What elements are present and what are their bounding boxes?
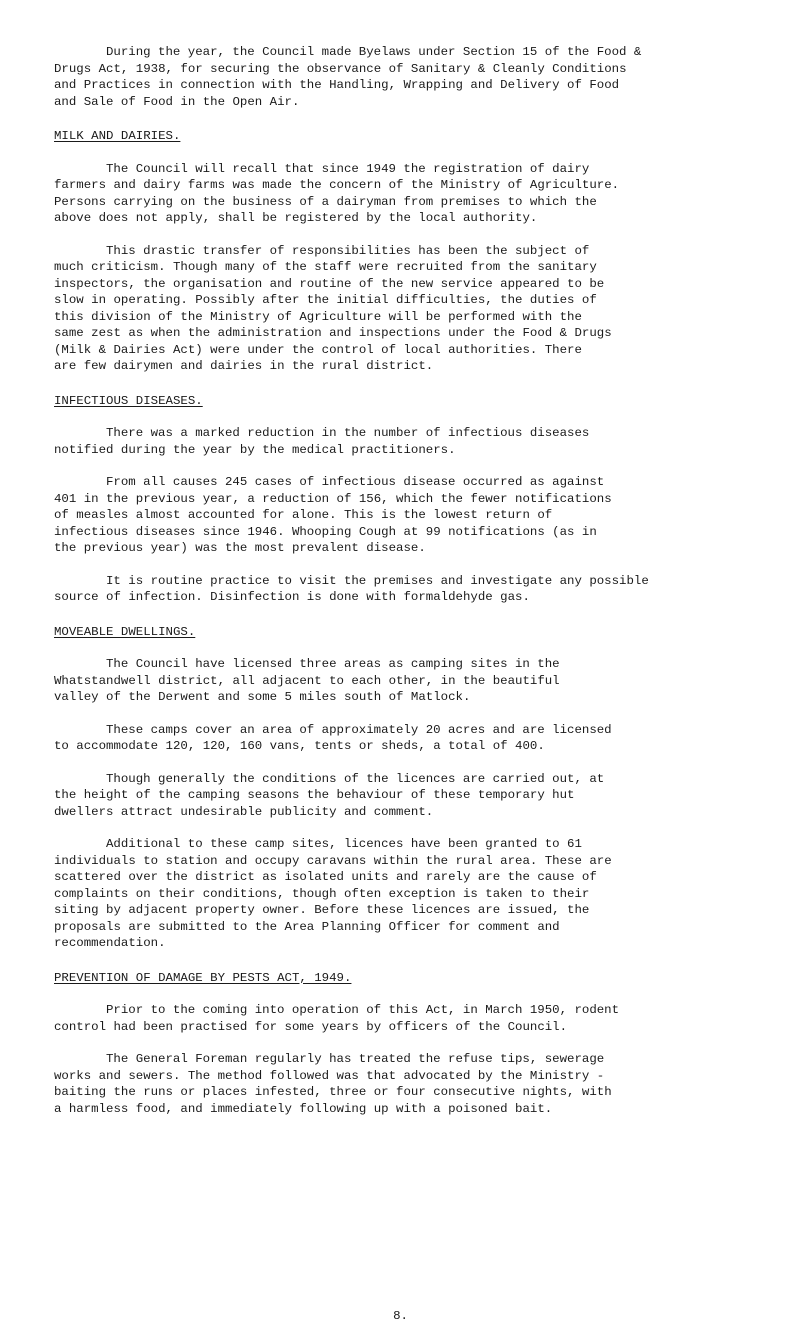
- moveable-paragraph-2: These camps cover an area of approximately 20 acres and are licensed to accommodate 120, 120, 160 vans, tents or sheds, a total of 400.: [54, 722, 612, 753]
- moveable-paragraph-3: Though generally the conditions of the licences are carried out, at the height of the camping seasons the behaviour of these temporary hut dwellers attract undesirable publicity and comment.: [54, 771, 605, 819]
- milk-dairies-heading: MILK AND DAIRIES.: [54, 129, 181, 143]
- page-number: 8.: [393, 1309, 408, 1323]
- infectious-diseases-heading: INFECTIOUS DISEASES.: [54, 393, 203, 408]
- infectious-paragraph-2: From all causes 245 cases of infectious disease occurred as against 401 in the previous year, a reduction of 156, which the fewer notifications of measles almost accounted for alone. This is the lowest return of infectious diseases since 1946. Whooping Cough at 99 notifications (as in the previous year) was the most prevalent disease.: [54, 475, 612, 555]
- infectious-paragraph-1: There was a marked reduction in the number of infectious diseases notified during the year by the medical practitioners.: [54, 426, 590, 457]
- milk-paragraph-2: This drastic transfer of responsibilities has been the subject of much criticism. Though many of the staff were recruited from the sanitary inspectors, the organisation and routine of the new service appeared to be slow in operating. Possibly after the initial difficulties, the duties of this division of the Ministry of Agriculture will be performed with the same zest as when the administration and inspections under the Food & Drugs (Milk & Dairies Act) were under the control of local authorities. There are few dairymen and dairies in the rural district.: [54, 243, 612, 373]
- pests-paragraph-2: The General Foreman regularly has treated the refuse tips, sewerage works and sewers. The method followed was that advocated by the Ministry - baiting the runs or places infested, three or four consecutive nights, with a harmless food, and immediately following up with a poisoned bait.: [54, 1052, 612, 1116]
- milk-paragraph-1: The Council will recall that since 1949 the registration of dairy farmers and dairy farms was made the concern of the Ministry of Agriculture. Persons carrying on the business of a dairyman from premises to which the above does not apply, shall be registered by the local authority.: [54, 161, 620, 225]
- moveable-dwellings-heading: MOVEABLE DWELLINGS.: [54, 624, 196, 639]
- intro-paragraph: During the year, the Council made Byelaws under Section 15 of the Food & Drugs Act, 1938, for securing the observance of Sanitary & Cleanly Conditions and Practices in connection with the Handling, Wrapping and Delivery of Food and Sale of Food in the Open Air.: [54, 45, 642, 109]
- infectious-paragraph-3: It is routine practice to visit the premises and investigate any possible source of infection. Disinfection is done with formaldehyde gas.: [54, 573, 649, 604]
- moveable-paragraph-4: Additional to these camp sites, licences have been granted to 61 individuals to station and occupy caravans within the rural area. These are scattered over the district as isolated units and rarely are the cause of complaints on their conditions, though often exception is taken to their siting by adjacent property owner. Before these licences are issued, the proposals are submitted to the Area Planning Officer for comment and recommendation.: [54, 837, 612, 950]
- moveable-paragraph-1: The Council have licensed three areas as camping sites in the Whatstandwell district, all adjacent to each other, in the beautiful valley of the Derwent and some 5 miles south of Matlock.: [54, 657, 560, 704]
- pests-paragraph-1: Prior to the coming into operation of this Act, in March 1950, rodent control had been practised for some years by officers of the Council.: [54, 1003, 620, 1034]
- pests-act-heading: PREVENTION OF DAMAGE BY PESTS ACT, 1949.: [54, 970, 352, 985]
